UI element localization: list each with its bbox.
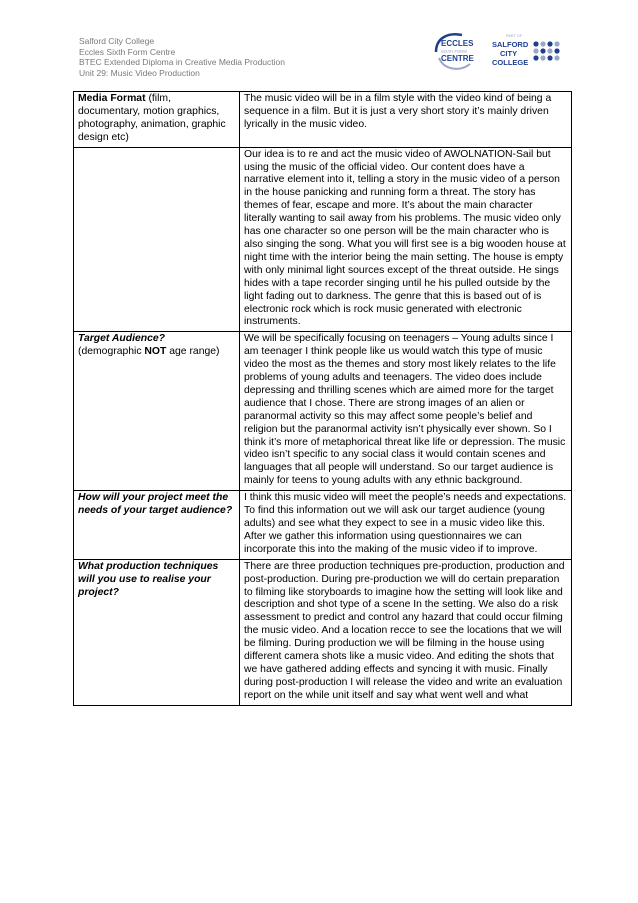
salford-logo	[492, 34, 560, 67]
production-techniques-text: There are three production techniques pre-production, production and post-production. During pre-production we will do certain preparation to filming like storyboards to imagine how the setting will look like and description and shot type of a scene In the setting. We also do a risk assessment to predict and control any hazard that could occur filming the music video. And a location recce to see the locations that we will be filming. During production we will be filming in the house using different camera shots like a music video. And editing the shots that we have gathered adding effects and syncing it with music. Finally during post-production I will release the video and write an evaluation report on the while unit itself and say what went well and what	[244, 560, 565, 701]
eccles-logo-line1: ECCLES	[441, 39, 474, 48]
salford-logo-top: PART OF	[506, 34, 523, 38]
row-text-cell	[240, 491, 572, 560]
eccles-logo	[436, 34, 475, 69]
table-row-content	[74, 147, 572, 332]
project-proposal-table	[73, 91, 572, 706]
audience-needs-text: I think this music video will meet the people’s needs and expectations. To find this information out we will ask our target audience (young adults) and see what they expect to see in a music video like this. After we gather this information using questionnaires we can incorporate this into the making of the music video if to improve.	[244, 492, 567, 555]
row-label-cell	[74, 491, 240, 560]
row-label-cell-empty	[74, 147, 240, 332]
label-audience-needs: How will your project meet the needs of your target audience?	[78, 492, 233, 517]
note-pre: (demographic	[78, 346, 145, 358]
row-text-cell	[240, 332, 572, 491]
table-row-target-audience	[74, 332, 572, 491]
eccles-logo-line3: CENTRE	[441, 54, 474, 63]
header-line-centre: Eccles Sixth Form Centre	[79, 46, 176, 57]
eccles-logo-line2: SIXTH FORM	[441, 49, 467, 54]
note-emphasis: NOT	[144, 346, 167, 358]
label-target-audience-note	[78, 346, 235, 359]
media-format-text: The music video will be in a film style with the video kind of being a sequence in a film. But it is just a very short story it’s mainly driven lyrically in the music video.	[244, 93, 552, 130]
row-label-cell	[74, 559, 240, 705]
row-text-cell	[240, 559, 572, 705]
label-media-format: Media Format	[78, 93, 146, 104]
header-line-unit: Unit 29: Music Video Production	[79, 67, 200, 78]
label-media-format-examples: (film, documentary, motion graphics, photography, animation, graphic design etc)	[78, 93, 226, 143]
salford-logo-line2: CITY	[500, 49, 518, 58]
row-text-cell	[240, 92, 572, 148]
salford-logo-line3: COLLEGE	[492, 58, 529, 67]
salford-logo-line1: SALFORD	[492, 40, 529, 49]
table-row-media-format	[74, 92, 572, 148]
row-label-cell	[74, 92, 240, 148]
label-target-audience: Target Audience?	[78, 333, 165, 345]
college-logos	[432, 30, 564, 74]
row-label-cell	[74, 332, 240, 491]
content-idea-text: Our idea is to re and act the music video of AWOLNATION-Sail but using the music of the official video. Our content does have a narrative element into it, telling a story in the music video of a person in the house panicking and running form a threat. The story has themes of fear, escape and more. It’s about the main character literally wanting to sail away from his problems. The music video only has one character so one person will be the main character who is also singing the song. What you will first see is a big wooden house at night time with the interior being the main setting. The house is empty with only minimal light sources except of the threat outside. He sings hides with a tape recorder singing until he his pulled outside by the light fading out to darkness. The genre that this is based out of is electronic rock which is rock music generated with electronic instruments.	[244, 148, 566, 328]
header-line-course: BTEC Extended Diploma in Creative Media Production	[79, 57, 285, 68]
target-audience-text: We will be specifically focusing on teenagers – Young adults since I am teenager I think people like us would watch this type of music video the most as the themes and story most likely relates to the life problems of young adults and teenagers. The video does include depressing and thrilling scenes which are aimed more for the target audience that I chose. There are strong images of an alien or paranormal activity so this may affect some people’s belief and religion but the paranormal activity isn’t physically ever shown. So I think it’s more of metaphorical threat like life or depression. The music video isn’t specific to any social class it would contain scenes and languages that all people will understand. So our target audience is mainly for teens to young adults with any ethnic background.	[244, 333, 566, 487]
note-post: age range)	[166, 346, 220, 358]
document-header	[79, 36, 285, 78]
table-row-audience-needs	[74, 491, 572, 560]
row-text-cell	[240, 147, 572, 332]
salford-logo-dots	[533, 41, 559, 60]
label-production-techniques: What production techniques will you use to realise your project?	[78, 560, 219, 598]
table-row-production-techniques	[74, 559, 572, 705]
header-line-college: Salford City College	[79, 36, 155, 46]
